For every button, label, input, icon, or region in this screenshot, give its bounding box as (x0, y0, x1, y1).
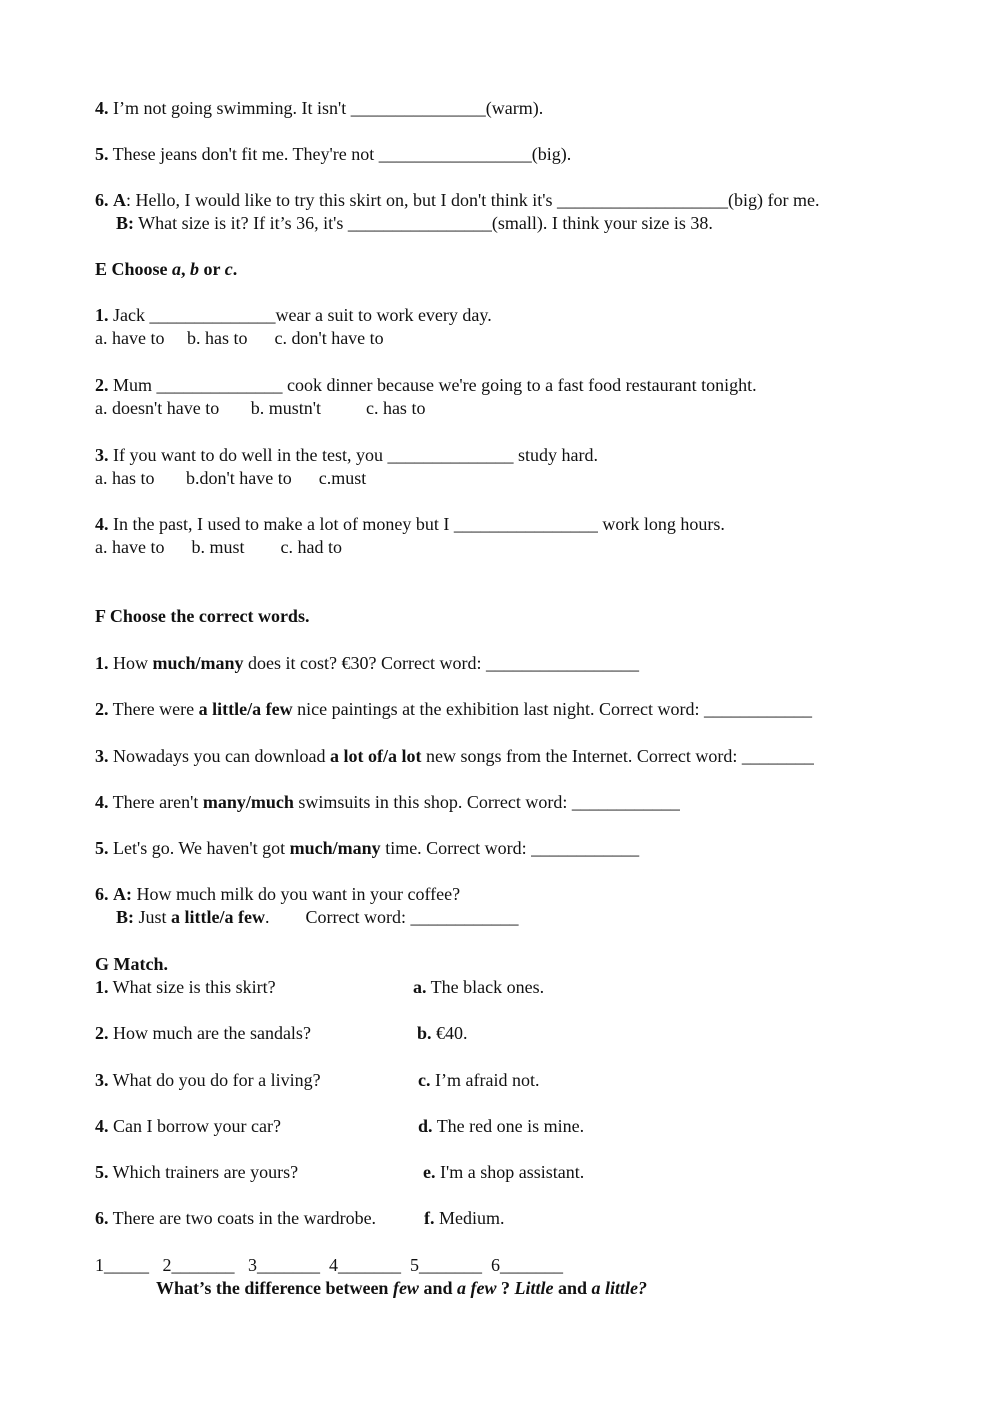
section-e-heading: E Choose a, b or c. (95, 259, 238, 279)
e-options-1: a. have to b. has to c. don't have to (95, 328, 384, 348)
footer-question: What’s the difference between few and a few ? Little and a little? (156, 1278, 648, 1298)
speaker-b-label: B: (116, 213, 134, 233)
g-answer-e: e. I'm a shop assistant. (423, 1162, 585, 1182)
d-question-5 (95, 143, 571, 165)
g-answer-c: c. I’m afraid not. (418, 1070, 540, 1090)
question-number: 6. (95, 190, 109, 210)
g-answer-d: d. The red one is mine. (418, 1116, 585, 1136)
question-text: I’m not going swimming. It isn't _______________(warm). (108, 98, 544, 118)
g-question-2: 2. How much are the sandals? (95, 1023, 311, 1043)
speaker-b-text: What size is it? If it’s 36, it's ________________(small). I think your size is 38. (134, 213, 713, 233)
speaker-a-text: : Hello, I would like to try this skirt on, but I don't think it's ___________________(big) for me. (126, 190, 820, 210)
g-answer-f: f. Medium. (424, 1208, 505, 1228)
speaker-a-label: A (113, 190, 126, 210)
f-question-2: 2. There were a little/a few nice paintings at the exhibition last night. Correct word: ____________ (95, 699, 813, 719)
g-question-4: 4. Can I borrow your car? (95, 1116, 281, 1136)
e-question-1: 1. Jack ______________wear a suit to work every day. (95, 305, 492, 325)
g-answer-b: b. €40. (417, 1023, 468, 1043)
f-question-6-a: 6. A: How much milk do you want in your coffee? (95, 884, 461, 904)
g-question-3: 3. What do you do for a living? (95, 1070, 321, 1090)
e-options-4: a. have to b. must c. had to (95, 537, 342, 557)
g-question-1: 1. What size is this skirt? (95, 977, 276, 997)
question-text: These jeans don't fit me. They're not _________________(big). (108, 144, 572, 164)
e-question-4: 4. In the past, I used to make a lot of money but I ________________ work long hours. (95, 514, 725, 534)
g-answer-line: 1_____ 2_______ 3_______ 4_______ 5_______ 6_______ (95, 1255, 563, 1275)
e-options-3: a. has to b.don't have to c.must (95, 468, 367, 488)
f-question-6-b: B: Just a little/a few. Correct word: ____________ (116, 907, 519, 927)
d-question-4 (95, 97, 543, 119)
g-question-6: 6. There are two coats in the wardrobe. (95, 1208, 377, 1228)
f-question-5: 5. Let's go. We haven't got much/many time. Correct word: ____________ (95, 838, 640, 858)
f-question-4: 4. There aren't many/much swimsuits in this shop. Correct word: ____________ (95, 792, 680, 812)
g-question-5: 5. Which trainers are yours? (95, 1162, 299, 1182)
e-options-2: a. doesn't have to b. mustn't c. has to (95, 398, 426, 418)
f-question-1: 1. How much/many does it cost? €30? Correct word: _________________ (95, 653, 639, 673)
e-question-2: 2. Mum ______________ cook dinner because we're going to a fast food restaurant tonight. (95, 375, 757, 395)
e-question-3: 3. If you want to do well in the test, you ______________ study hard. (95, 445, 598, 465)
section-f-heading: F Choose the correct words. (95, 606, 310, 626)
g-answer-a: a. The black ones. (413, 977, 545, 997)
question-number: 4. (95, 98, 109, 118)
f-question-3: 3. Nowadays you can download a lot of/a lot new songs from the Internet. Correct word: ________ (95, 746, 814, 766)
section-g-heading: G Match. (95, 954, 168, 974)
d-question-6-b (116, 212, 713, 234)
d-question-6-a (95, 189, 819, 211)
question-number: 5. (95, 144, 109, 164)
